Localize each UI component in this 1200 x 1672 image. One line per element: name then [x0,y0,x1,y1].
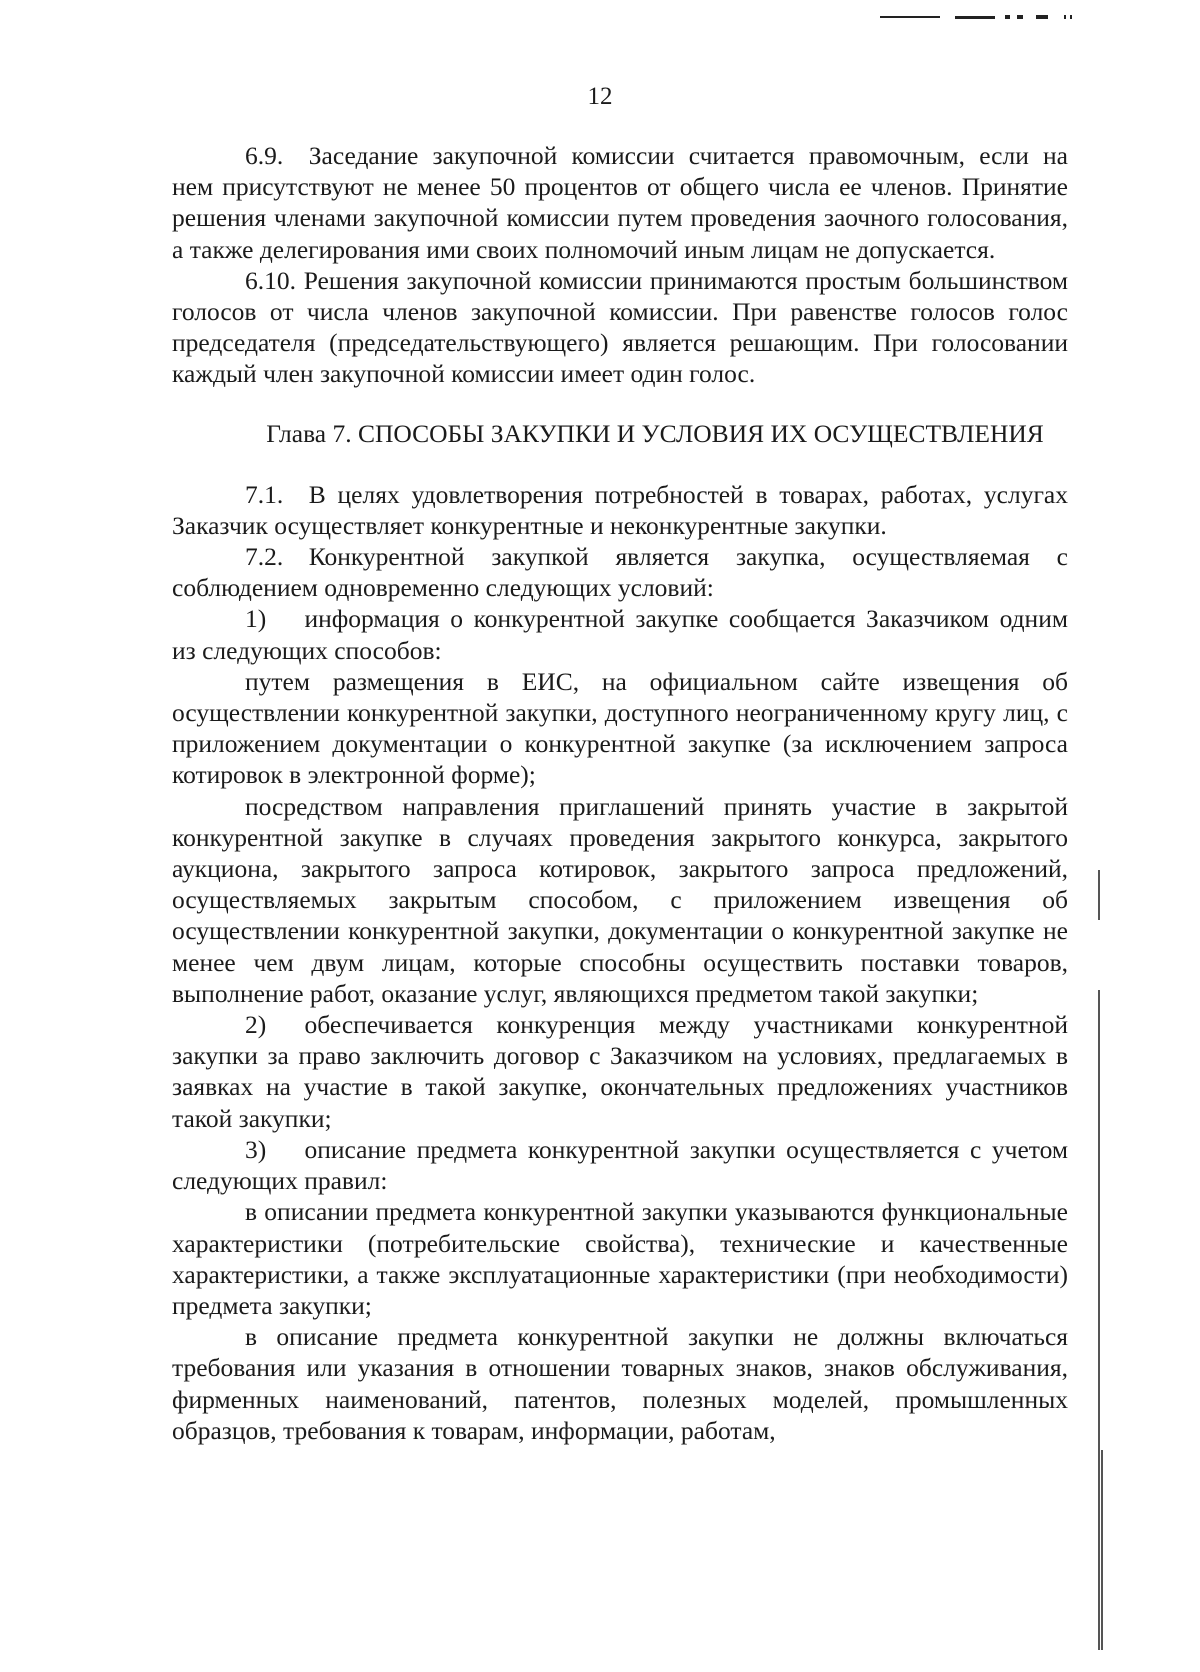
list-item-1-option-a: путем размещения в ЕИС, на официальном сайте извещения об осуществлении конкурентной закупки, доступного неограниченному кругу лиц, с приложением документации о конкурентной закупке (за исключением запроса котировок в электронной форме); [172,666,1068,790]
list-item-3: 3) описание предмета конкурентной закупки осуществляется с учетом следующих правил: [172,1134,1068,1196]
scan-artifact-top [880,16,940,18]
page-number: 12 [587,83,613,110]
scan-artifact-edge [1098,870,1100,920]
scan-artifact-top [1005,15,1010,19]
scan-artifact-top [955,16,995,19]
paragraph-6-10: 6.10. Решения закупочной комиссии принимаются простым большинством голосов от числа членов закупочной комиссии. При равенстве голосов голос председателя (председательствующего) является решающим. При голосовании каждый член закупочной комиссии имеет один голос. [172,265,1068,389]
document-body [172,140,1068,1446]
paragraph-7-2: 7.2. Конкурентной закупкой является закупка, осуществляемая с соблюдением одновременно следующих условий: [172,542,1068,603]
scan-artifact-top [1017,15,1023,19]
list-item-2: 2) обеспечивается конкуренция между участниками конкурентной закупки за право заключить договор с Заказчиком на условиях, предлагаемых в заявках на участие в такой закупке, окончательных предложениях участников такой закупки; [172,1010,1068,1133]
list-item-1: 1) информация о конкурентной закупке сообщается Заказчиком одним из следующих способов: [172,604,1068,665]
scan-artifact-top [1070,15,1072,19]
paragraph-7-1: 7.1. В целях удовлетворения потребностей в товарах, работах, услугах Заказчик осуществляет конкурентные и неконкурентные закупки. [172,479,1068,540]
list-item-1-option-b: посредством направления приглашений принять участие в закрытой конкурентной закупке в случаях проведения закрытого конкурса, закрытого аукциона, закрытого запроса котировок, закрытого запроса предложений, осуществляемых закрытым способом, с приложением извещения об осуществлении конкурентной закупки, документации о конкурентной закупке не менее чем двум лицам, которые способны осуществить поставки товаров, выполнение работ, оказание услуг, являющихся предметом такой закупки; [172,791,1068,1008]
paragraph-6-9: 6.9. Заседание закупочной комиссии считается правомочным, если на нем присутствуют не менее 50 процентов от общего числа ее членов. Принятие решения членами закупочной комиссии путем проведения заочного голосования, а также делегирования ими своих полномочий иным лицам не допускается. [172,141,1068,264]
chapter-heading: Глава 7. СПОСОБЫ ЗАКУПКИ И УСЛОВИЯ ИХ ОСУЩЕСТВЛЕНИЯ [266,418,1044,448]
list-item-3-rule-a: в описании предмета конкурентной закупки указываются функциональные характеристики (потребительские свойства), технические и качественные характеристики, а также эксплуатационные характеристики (при необходимости) предмета закупки; [172,1197,1068,1320]
scan-artifact-edge [1098,990,1100,1650]
scan-artifact-top [1064,15,1066,19]
list-item-3-rule-b: в описание предмета конкурентной закупки не должны включаться требования или указания в отношении товарных знаков, знаков обслуживания, фирменных наименований, патентов, полезных моделей, промышленных образцов, требования к товарам, информации, работам, [172,1322,1068,1445]
scan-artifact-edge [1101,1450,1103,1650]
scan-artifact-top [1036,15,1048,19]
